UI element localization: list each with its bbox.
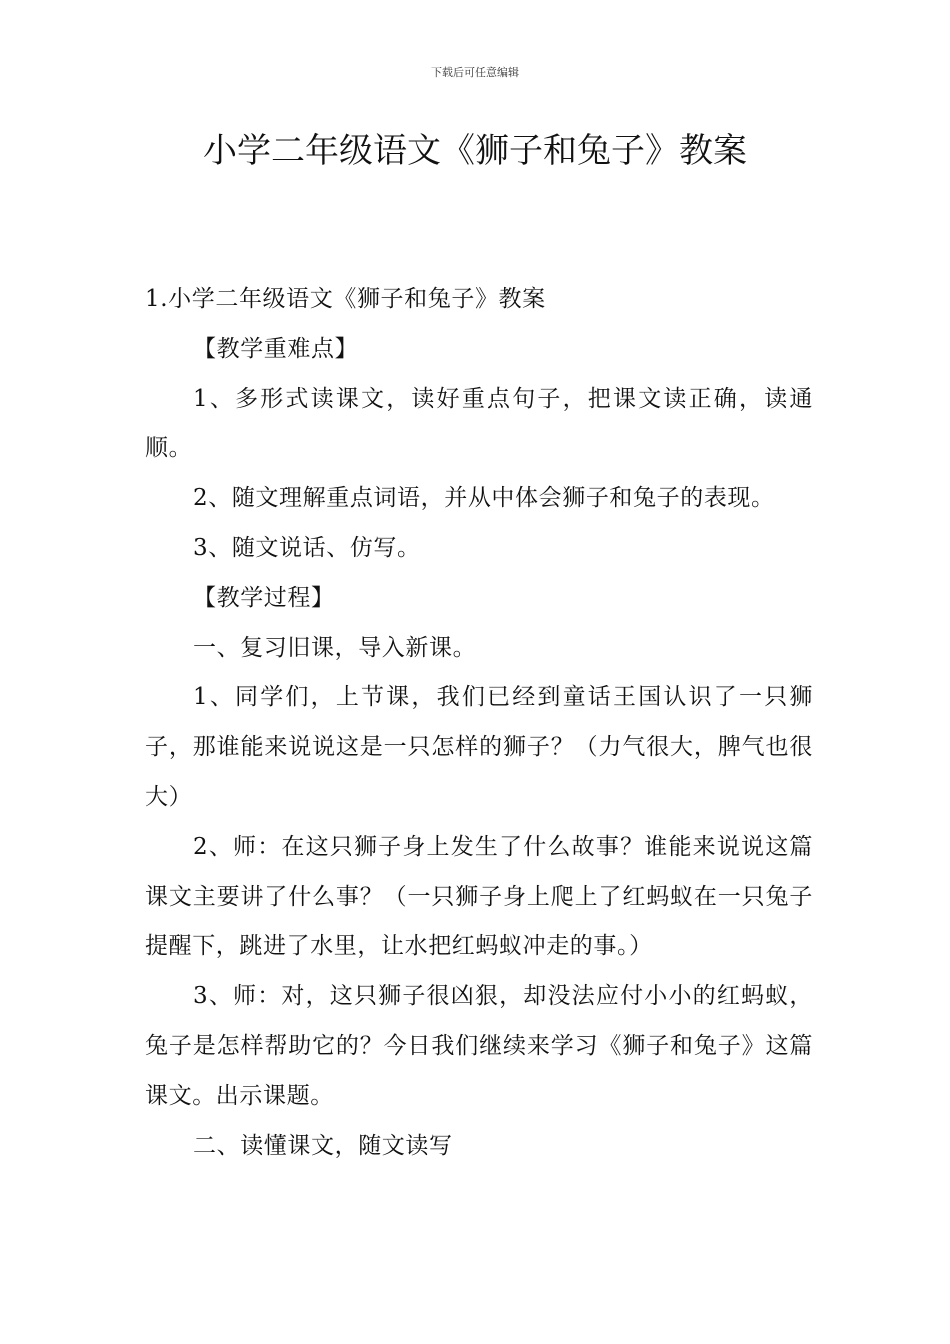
paragraph: 3、师：对，这只狮子很凶狠，却没法应付小小的红蚂蚁，兔子是怎样帮助它的？今日我们继续来学习《狮子和兔子》这篇课文。出示课题。	[145, 983, 813, 1109]
paragraph: 2、师：在这只狮子身上发生了什么故事？谁能来说说这篇课文主要讲了什么事？（一只狮子身上爬上了红蚂蚁在一只兔子提醒下，跳进了水里，让水把红蚂蚁冲走的事。）	[145, 833, 813, 960]
paragraph: 二、读懂课文，随文读写	[193, 1132, 453, 1159]
document-body	[145, 275, 813, 1171]
subheading-teaching-process: 【教学过程】	[193, 584, 335, 611]
document-title: 小学二年级语文《狮子和兔子》教案	[203, 131, 747, 171]
paragraph: 1、多形式读课文，读好重点句子，把课文读正确，读通顺。	[145, 385, 813, 462]
header-note: 下载后可任意编辑	[431, 66, 519, 79]
paragraph: 3、随文说话、仿写。	[193, 534, 421, 561]
section-heading: 1.小学二年级语文《狮子和兔子》教案	[145, 286, 546, 312]
paragraph: 2、随文理解重点词语，并从中体会狮子和兔子的表现。	[193, 485, 775, 512]
paragraph: 一、复习旧课，导入新课。	[193, 634, 477, 661]
paragraph: 1、同学们，上节课，我们已经到童话王国认识了一只狮子，那谁能来说说这是一只怎样的狮子？（力气很大，脾气也很大）	[145, 684, 813, 810]
subheading-key-points: 【教学重难点】	[193, 335, 359, 362]
